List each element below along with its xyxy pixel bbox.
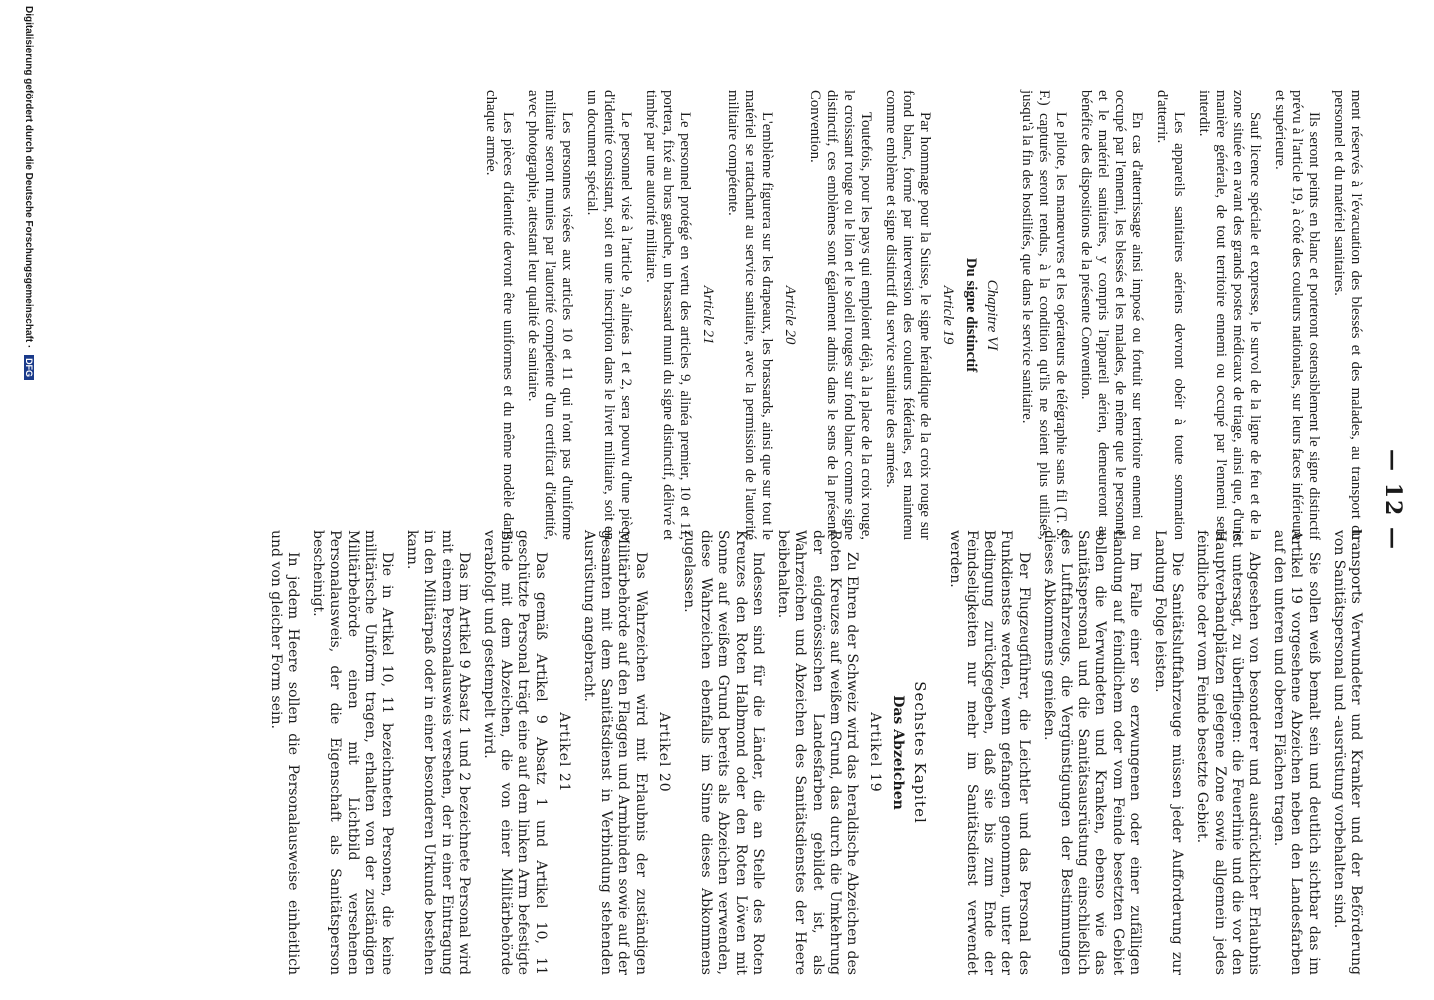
paragraph: Toutefois, pour les pays qui emploient déjà, à la place de la croix rouge, le croissant rouge ou le lion et le soleil rouges sur fond blanc comme signe distinctif, ces emblèmes sont également admis dans le sens de la présente Convention.	[807, 90, 874, 540]
paragraph: Das gemäß Artikel 9 Absatz 1 und Artikel 10, 11 geschützte Personal trägt eine auf dem linken Arm befestigte Binde mit dem Abzeichen, die von einer Militärbehörde verabfolgt und gestempelt wird.	[481, 530, 549, 975]
paragraph: Das Wahrzeichen wird mit Erlaubnis der zuständigen Militärbehörde auf den Flaggen und Armbinden sowie auf der gesamten mit dem Sanitätsdienst in Verbindung stehenden Ausrüstung angebracht.	[581, 530, 649, 975]
article-heading: Article 21	[700, 285, 716, 345]
paragraph: Les appareils sanitaires aériens devront obéir à toute sommation d'atterrir.	[1154, 90, 1187, 540]
paragraph: Sauf licence spéciale et expresse, le survol de la ligne de feu et de la zone située en avant des grands postes médicaux de triage, ainsi que, d'une manière générale, de tout territoire ennemi ou occupé par l'ennemi sera interdit.	[1196, 90, 1263, 540]
article-heading: Artikel 21	[555, 712, 572, 793]
paragraph: Die Sanitätsluftfahrzeuge müssen jeder Aufforderung zur Landung Folge leisten.	[1151, 530, 1186, 975]
paragraph: Ils seront peints en blanc et porteront ostensiblement le signe distinctif prévu à l'article 19, à côté des couleurs nationales, sur leurs faces inférieure et supérieure.	[1272, 90, 1322, 540]
chapter-heading: Sechstes Kapitel	[910, 681, 929, 824]
article-heading: Artikel 20	[655, 712, 672, 793]
credit-text: Digitalisierung gefördert durch die Deutsche Forschungsgemeinschaft	[23, 6, 34, 343]
paragraph: Im Falle einer so erzwungenen oder einer zufälligen Landung auf feindlichem oder vom Feinde besetzten Gebiet sollen die Verwundeten und Kranken, ebenso wie das Sanitätspersonal und die Sanitätsausrüstung einschließlich des Luftfahrzeugs, die Vergünstigungen der Bestimmungen dieses Abkommens genießen.	[1040, 530, 1143, 975]
chapter-title: Du signe distinctif	[963, 257, 979, 373]
paragraph: Das im Artikel 9 Absatz 1 und 2 bezeichnete Personal wird mit einem Personalausweis versehen, der in einer Eintragung in den Militärpaß oder in einer besonderen Urkunde bestehen kann.	[404, 530, 472, 975]
paragraph: ment réservés à l'évacuation des blessés et des malades, au transport du personnel et du matériel sanitaires.	[1331, 90, 1364, 540]
paragraph: Der Flugzeugführer, die Leichtler und das Personal des Funkdienstes werden, wenn gefangen genommen, unter der Bedingung zurückgegeben, daß sie bis zum Ende der Feindseligkeiten nur mehr im Sanitätsdienst verwendet werden.	[946, 530, 1032, 975]
paragraph: transports Verwundeter und Kranker und der Beförderung von Sanitätspersonal und -ausrüstung vorbehalten sind.	[1330, 530, 1364, 975]
paragraph: Le personnel visé à l'article 9, alinéas 1 et 2, sera pourvu d'une pièce d'identité consistant, soit en une inscription dans le livret militaire, soit en un document spécial.	[584, 90, 634, 540]
paragraph: Sie sollen weiß bemalt sein und deutlich sichtbar das im Artikel 19 vorgesehene Abzeichen neben den Landesfarben auf den unteren und oberen Flächen tragen.	[1271, 530, 1322, 975]
german-column	[259, 530, 1364, 975]
chapter-title: Das Abzeichen	[890, 695, 907, 810]
paragraph: En cas d'atterrissage ainsi imposé ou fortuit sur territoire ennemi ou occupé par l'ennemi, les blessés et les malades, de même que le personnel et le matériel sanitaires, y compris l'appareil aérien, demeureront au bénéfice des dispositions de la présente Convention.	[1078, 90, 1145, 540]
paragraph: Les personnes visées aux articles 10 et 11 qui n'ont pas d'uniforme militaire seront munies par l'autorité compétente d'un certificat d'identité, avec photographie, attestant leur qualité de sanitaire.	[525, 90, 575, 540]
paragraph: Par hommage pour la Suisse, le signe héraldique de la croix rouge sur fond blanc, formé par interversion des couleurs fédérales, est maintenu comme emblème et signe distinctif du service sanitaire des armées.	[883, 90, 933, 540]
french-column	[474, 90, 1364, 540]
paragraph: Le personnel protégé en vertu des articles 9, alinéa premier, 10 et 11, portera, fixé au bras gauche, un brassard muni du signe distinctif, délivré et timbré par une autorité militaire.	[643, 90, 693, 540]
digitization-credit: Digitalisierung gefördert durch die Deutsche Forschungsgemeinschaft · DFG	[23, 0, 34, 1000]
paragraph: Indessen sind für die Länder, die an Stelle des Roten Kreuzes den Roten Halbmond oder den Roten Löwen mit Sonne auf weißem Grund bereits als Abzeichen verwenden, diese Wahrzeichen ebenfalls im Sinne dieses Abkommens zugelassen.	[681, 530, 766, 975]
paragraph: Zu Ehren der Schweiz wird das heraldische Abzeichen des Roten Kreuzes auf weißem Grund, das durch die Umkehrung der eidgenössischen Landesfarben gebildet ist, als Wahrzeichen und Abzeichen des Sanitätsdienstes der Heere beibehalten.	[775, 530, 860, 975]
paragraph: Les pièces d'identité devront être uniformes et du même modèle dans chaque armée.	[483, 90, 516, 540]
article-heading: Article 20	[782, 285, 798, 345]
paragraph: L'emblème figurera sur les drapeaux, les brassards, ainsi que sur tout le matériel se rattachant au service sanitaire, avec la permission de l'autorité militaire compétente.	[725, 90, 775, 540]
paragraph: In jedem Heere sollen die Personalausweise einheitlich und von gleicher Form sein.	[267, 530, 302, 975]
article-heading: Article 19	[940, 285, 956, 345]
chapter-heading: Chapitre VI	[984, 279, 1000, 351]
paragraph: Abgesehen von besonderer und ausdrücklicher Erlaubnis ist untersagt, zu überfliegen: die Feuerlinie und die vor den Hauptverbandplätzen gelegene Zone sowie allgemein jedes feindliche oder vom Feinde besetzte Gebiet.	[1194, 530, 1262, 975]
article-heading: Artikel 19	[867, 712, 884, 793]
paragraph: Le pilote, les manœuvres et les opérateurs de télégraphie sans fil (T. S. F.) capturés seront rendus, à la condition qu'ils ne soient plus utilisés, jusqu'à la fin des hostilités, que dans le service sanitaire.	[1019, 90, 1069, 540]
page-number: — 12 —	[1380, 449, 1406, 551]
dfg-logo: DFG	[24, 355, 34, 380]
paragraph: Die in Artikel 10, 11 bezeichneten Personen, die keine militärische Uniform tragen, erhalten von der zuständigen Militärbehörde einen mit Lichtbild versehenen Personalausweis, der die Eigenschaft als Sanitätsperson bescheinigt.	[310, 530, 396, 975]
